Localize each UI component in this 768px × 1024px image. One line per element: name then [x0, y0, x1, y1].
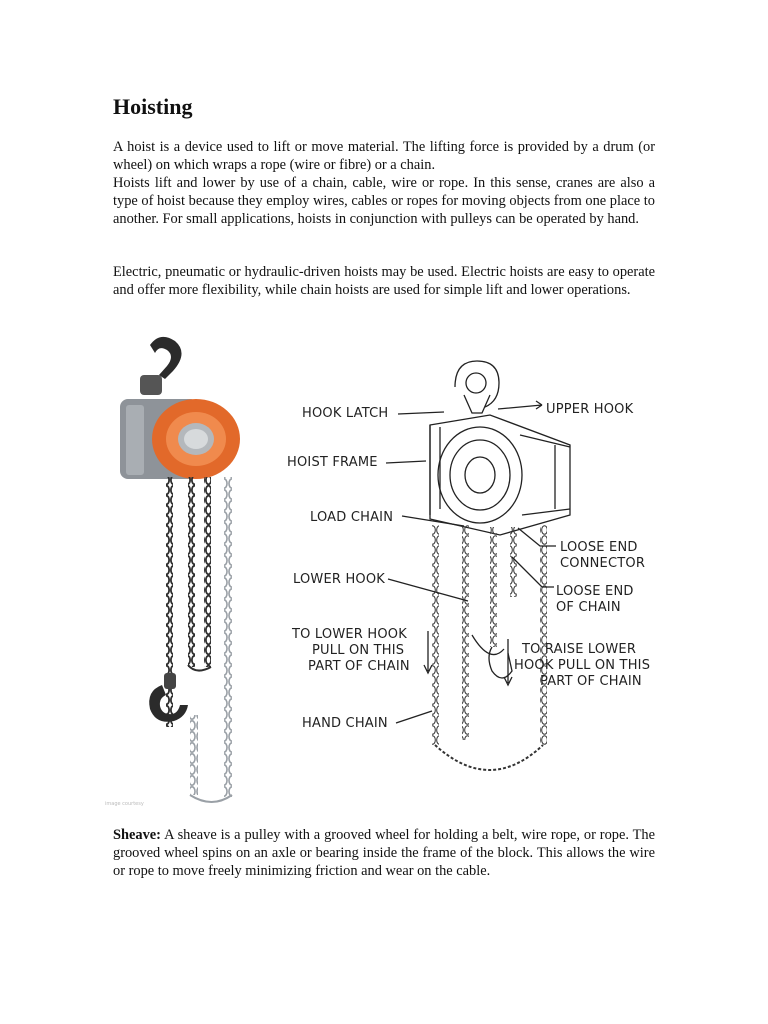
svg-text:image courtesy: image courtesy: [105, 801, 144, 807]
sheave-term: Sheave:: [113, 827, 161, 843]
label-to-lower-2: PULL ON THIS: [312, 643, 405, 658]
hoist-line-drawing: [386, 361, 570, 770]
label-to-lower-1: TO LOWER HOOK: [292, 627, 407, 642]
label-to-lower-3: PART OF CHAIN: [308, 659, 410, 674]
label-upper-hook: UPPER HOOK: [546, 402, 634, 417]
label-hook-latch: HOOK LATCH: [302, 406, 389, 421]
hoist-types-paragraph: Electric, pneumatic or hydraulic-driven hoists may be used. Electric hoists are easy to operate and offer more flexibility, while chain hoists are used for simple lift and lower operations.: [113, 264, 655, 299]
label-to-raise-3: PART OF CHAIN: [540, 674, 642, 689]
hoist-photo: [105, 337, 240, 807]
label-hand-chain: HAND CHAIN: [302, 716, 388, 731]
page-title: Hoisting: [113, 94, 193, 119]
intro-paragraph: A hoist is a device used to lift or move material. The lifting force is provided by a drum (or wheel) on which wraps a rope (wire or fibre) or a chain.: [113, 139, 655, 174]
label-hoist-frame: HOIST FRAME: [287, 455, 378, 470]
upper-hook-icon: [150, 337, 182, 379]
sheave-definition: A sheave is a pulley with a grooved wheel for holding a belt, wire rope, or rope. The grooved wheel spins on an axle or bearing inside the frame of the block. This allows the wire or rope to move freely minimizing friction and wear on the cable.: [113, 827, 655, 880]
sheave-paragraph: [113, 826, 655, 881]
hoist-usage-paragraph: Hoists lift and lower by use of a chain, cable, wire or rope. In this sense, cranes are also a type of hoist because they employ wires, cables or ropes for moving objects from one place to another. For small applications, hoists in conjunction with pulleys can be operated by hand.: [113, 175, 655, 228]
label-loose-end-connector-1: LOOSE END: [560, 540, 638, 555]
chain-hoist-figure: [100, 335, 670, 810]
label-lower-hook: LOWER HOOK: [293, 572, 386, 587]
label-to-raise-2: HOOK PULL ON THIS: [514, 658, 651, 673]
label-loose-end-chain-1: LOOSE END: [556, 584, 634, 599]
label-to-raise-1: TO RAISE LOWER: [522, 642, 637, 657]
label-load-chain: LOAD CHAIN: [310, 510, 394, 525]
label-loose-end-chain-2: OF CHAIN: [556, 600, 621, 615]
label-loose-end-connector-2: CONNECTOR: [560, 556, 646, 571]
